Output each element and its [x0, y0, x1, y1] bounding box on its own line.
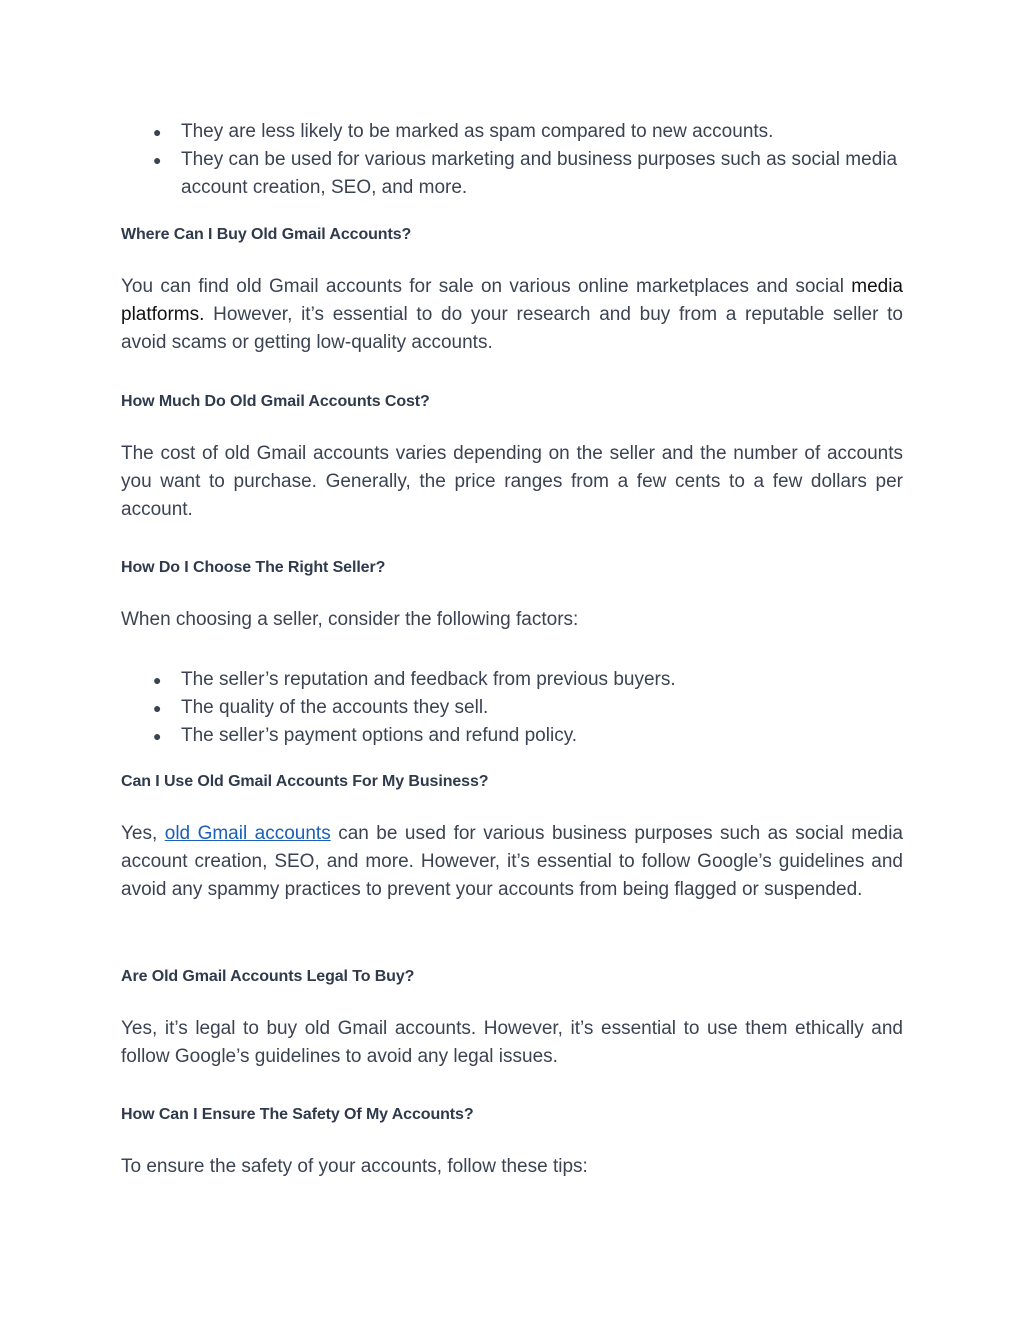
text-segment: Yes, — [121, 823, 165, 844]
benefits-list — [121, 118, 903, 202]
heading-safety: How Can I Ensure The Safety Of My Accounts? — [121, 1106, 474, 1123]
list-item: ● The seller’s reputation and feedback from previous buyers. — [121, 666, 903, 694]
list-item: ● They are less likely to be marked as spam compared to new accounts. — [121, 118, 903, 146]
paragraph-business-use — [121, 820, 903, 904]
list-item: ● The quality of the accounts they sell. — [121, 694, 903, 722]
text-segment: can be used for various business purposes such as social media account creation, SEO, and more. However, it’s essential to follow Google’s guidelines and avoid any spammy practices to prevent your accounts from being flagged or suspended. — [121, 823, 903, 900]
text-segment: You can find old Gmail accounts for sale on various online marketplaces and social — [121, 276, 852, 297]
paragraph-where-to-buy — [121, 273, 903, 357]
paragraph-legal: Yes, it’s legal to buy old Gmail accounts. However, it’s essential to use them ethically and follow Google’s guidelines to avoid any legal issues. — [121, 1018, 903, 1067]
heading-legal: Are Old Gmail Accounts Legal To Buy? — [121, 968, 415, 985]
paragraph-cost: The cost of old Gmail accounts varies depending on the seller and the number of accounts you want to purchase. Generally, the price ranges from a few cents to a few dollars per account. — [121, 443, 903, 520]
heading-business-use: Can I Use Old Gmail Accounts For My Business? — [121, 773, 489, 790]
paragraph-safety: To ensure the safety of your accounts, follow these tips: — [121, 1156, 588, 1177]
heading-choose-seller: How Do I Choose The Right Seller? — [121, 559, 386, 576]
list-item: ● They can be used for various marketing and business purposes such as social media account creation, SEO, and more. — [121, 146, 903, 202]
list-item: ● The seller’s payment options and refund policy. — [121, 722, 903, 750]
text-segment-dark: media platforms. — [121, 276, 903, 325]
text-segment: However, it’s essential to do your research and buy from a reputable seller to avoid scams or getting low-quality accounts. — [121, 304, 903, 353]
heading-cost: How Much Do Old Gmail Accounts Cost? — [121, 393, 430, 410]
old-gmail-accounts-link[interactable]: old Gmail accounts — [164, 823, 331, 844]
paragraph-choose-seller: When choosing a seller, consider the following factors: — [121, 609, 579, 630]
seller-factors-list — [121, 666, 903, 750]
heading-where-to-buy: Where Can I Buy Old Gmail Accounts? — [121, 226, 412, 243]
